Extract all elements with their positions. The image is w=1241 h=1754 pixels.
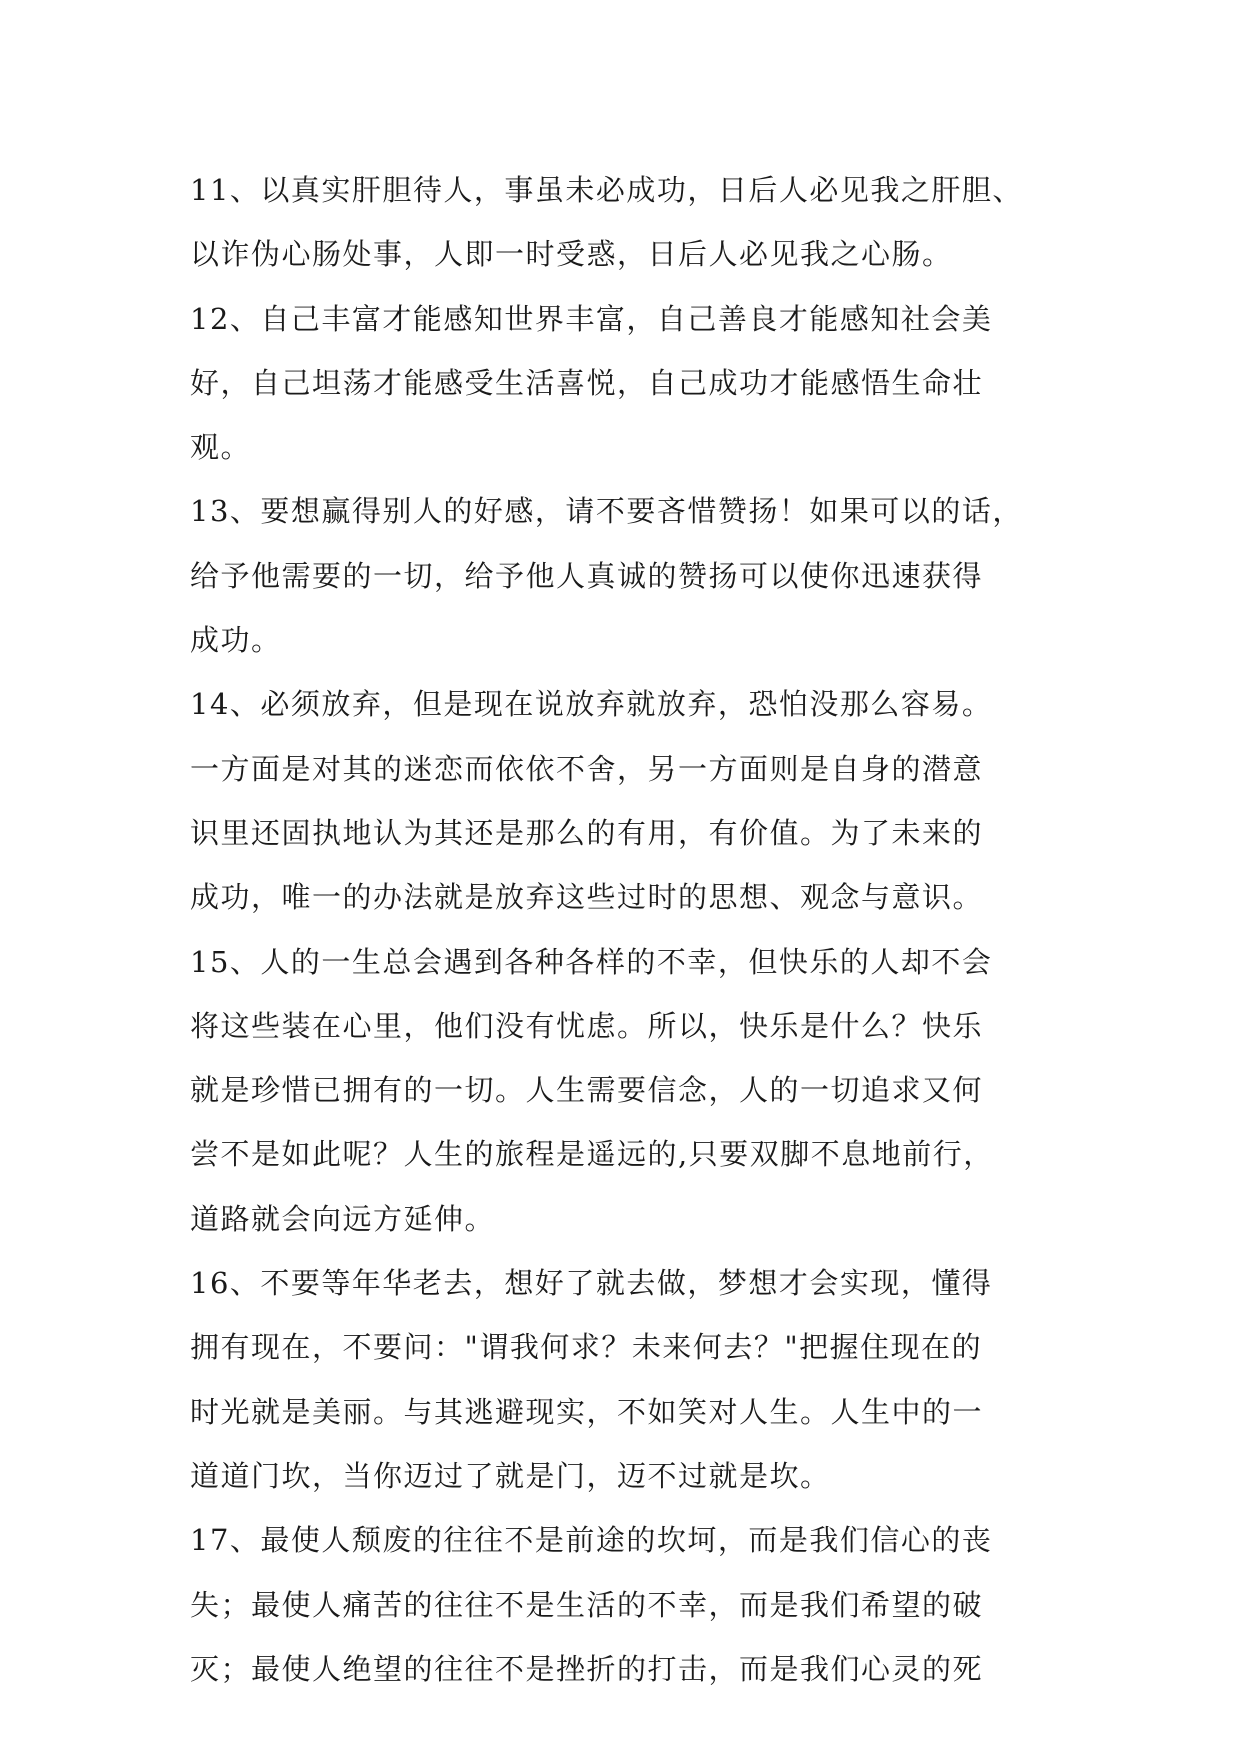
text-line: 就是珍惜已拥有的一切。人生需要信念，人的一切追求又何 [190, 1073, 984, 1108]
text-line: 15、人的一生总会遇到各种各样的不幸，但快乐的人却不会 [190, 944, 993, 979]
text-line: 17、最使人颓废的往往不是前途的坎坷，而是我们信心的丧 [190, 1523, 993, 1558]
body-text [190, 158, 1070, 1701]
text-line: 拥有现在，不要问："谓我何求？未来何去？"把握住现在的 [190, 1330, 983, 1365]
text-line: 失；最使人痛苦的往往不是生活的不幸，而是我们希望的破 [190, 1587, 984, 1622]
text-line: 时光就是美丽。与其逃避现实，不如笑对人生。人生中的一 [190, 1394, 984, 1429]
text-line: 14、必须放弃，但是现在说放弃就放弃，恐怕没那么容易。 [190, 687, 993, 722]
text-line: 观。 [190, 430, 252, 465]
text-line: 好，自己坦荡才能感受生活喜悦，自己成功才能感悟生命壮 [190, 365, 984, 400]
text-line: 识里还固执地认为其还是那么的有用，有价值。为了未来的 [190, 815, 984, 850]
text-line: 13、要想赢得别人的好感，请不要吝惜赞扬！如果可以的话， [190, 494, 1023, 529]
text-line: 尝不是如此呢？人生的旅程是遥远的,只要双脚不息地前行， [190, 1137, 994, 1172]
text-line: 一方面是对其的迷恋而依依不舍，另一方面则是自身的潜意 [190, 751, 984, 786]
text-line: 成功。 [190, 623, 282, 658]
text-line: 给予他需要的一切，给予他人真诚的赞扬可以使你迅速获得 [190, 558, 984, 593]
text-line: 道道门坎，当你迈过了就是门，迈不过就是坎。 [190, 1458, 831, 1493]
text-line: 灭；最使人绝望的往往不是挫折的打击，而是我们心灵的死 [190, 1651, 984, 1686]
text-line: 成功，唯一的办法就是放弃这些过时的思想、观念与意识。 [190, 880, 984, 915]
text-line: 12、自己丰富才能感知世界丰富，自己善良才能感知社会美 [190, 301, 993, 336]
text-line: 11、以真实肝胆待人，事虽未必成功，日后人必见我之肝胆、 [190, 173, 1023, 207]
text-line: 道路就会向远方延伸。 [190, 1201, 496, 1236]
text-line: 以诈伪心肠处事，人即一时受惑，日后人必见我之心肠。 [190, 237, 953, 272]
text-line: 16、不要等年华老去，想好了就去做，梦想才会实现，懂得 [190, 1266, 993, 1301]
text-line: 将这些装在心里，他们没有忧虑。所以，快乐是什么？快乐 [190, 1008, 984, 1043]
